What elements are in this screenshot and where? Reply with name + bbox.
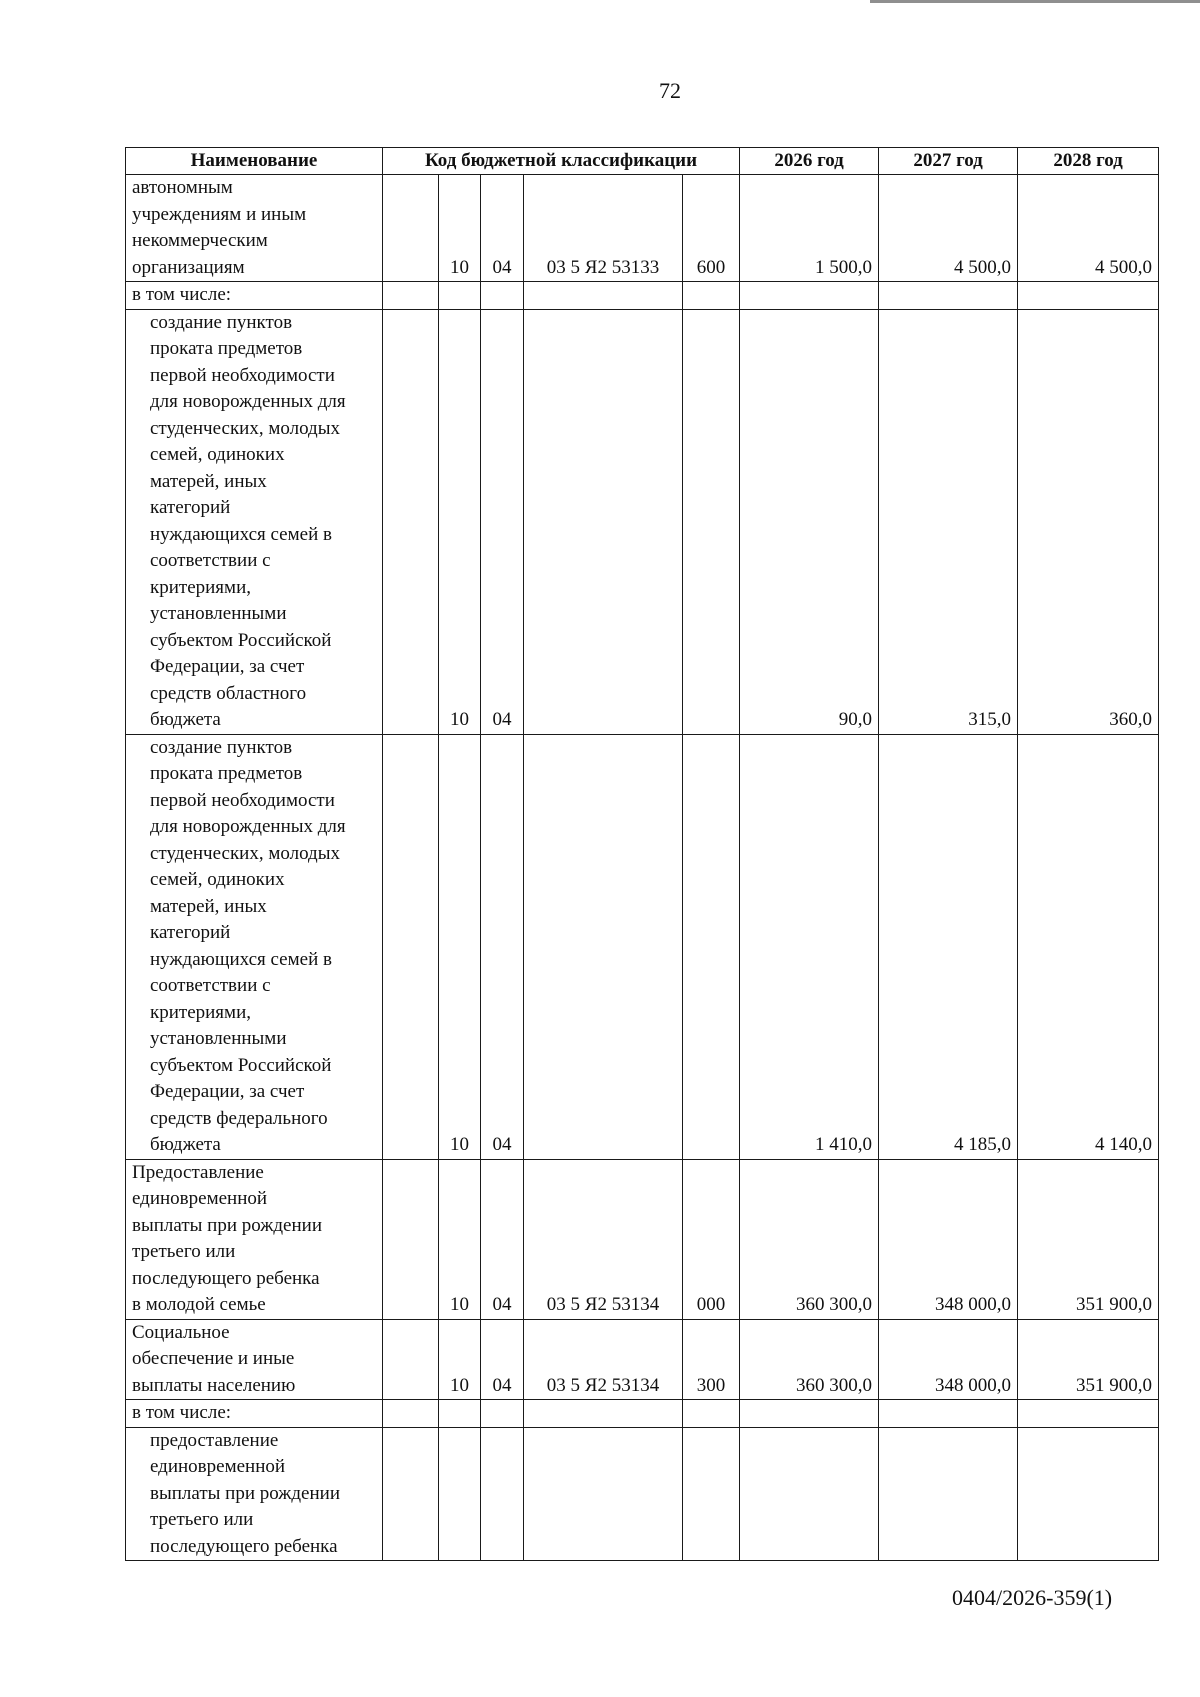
- row-name-line: Предоставление: [132, 1161, 264, 1183]
- row-name: [126, 1159, 383, 1319]
- value-2027: 4 185,0: [879, 734, 1018, 1159]
- row-name-line: проката предметов: [150, 763, 303, 784]
- code-section: [439, 1400, 481, 1428]
- code-subsection: 04: [481, 734, 524, 1159]
- code-subsection: [481, 1400, 524, 1428]
- row-name-line: соответствии с: [150, 550, 271, 571]
- row-name-line: средств областного: [150, 682, 307, 704]
- row-name-line: единовременной: [132, 1188, 268, 1209]
- value-2028: [1018, 1427, 1159, 1561]
- code-target-article: [524, 309, 683, 734]
- row-name-line: организациям: [132, 256, 245, 278]
- budget-table: [125, 147, 1159, 1561]
- row-name-line: Федерации, за счет: [150, 1081, 305, 1102]
- value-2026: 1 500,0: [740, 175, 879, 282]
- value-2027: 315,0: [879, 309, 1018, 734]
- row-name-line: для новорожденных для: [150, 391, 346, 412]
- value-2027: [879, 1400, 1018, 1428]
- table-header-row: [126, 148, 1159, 175]
- row-name-line: обеспечение и иные: [132, 1348, 295, 1369]
- value-2026: 1 410,0: [740, 734, 879, 1159]
- code-subsection: [481, 1427, 524, 1561]
- row-name-line: третьего или: [150, 1509, 254, 1530]
- row-name-line: некоммерческим: [132, 230, 268, 251]
- row-name-line: бюджета: [150, 1134, 221, 1155]
- code-expense-type: [683, 734, 740, 1159]
- header-2026: 2026 год: [740, 148, 879, 175]
- row-name: [126, 1400, 383, 1428]
- row-name-line: третьего или: [132, 1241, 236, 1262]
- header-code: Код бюджетной классификации: [383, 148, 740, 175]
- code-expense-type: 300: [683, 1319, 740, 1400]
- row-name: [126, 1427, 383, 1561]
- code-section: 10: [439, 1159, 481, 1319]
- code-subsection: 04: [481, 309, 524, 734]
- header-name: Наименование: [126, 148, 383, 175]
- code-blank: [383, 1400, 439, 1428]
- value-2028: 4 140,0: [1018, 734, 1159, 1159]
- row-name-line: учреждениям и иным: [132, 203, 307, 225]
- scan-edge-line: [870, 0, 1200, 3]
- row-name-line: бюджета: [150, 709, 221, 730]
- row-name-line: выплаты при рождении: [132, 1214, 322, 1236]
- code-expense-type: [683, 1400, 740, 1428]
- row-name-line: в молодой семье: [132, 1294, 266, 1315]
- row-name-line: средств федерального: [150, 1107, 328, 1129]
- value-2026: [740, 1400, 879, 1428]
- value-2027: [879, 1427, 1018, 1561]
- row-name-line: семей, одиноких: [150, 444, 285, 465]
- value-2026: [740, 1427, 879, 1561]
- value-2027: 348 000,0: [879, 1319, 1018, 1400]
- row-name-line: в том числе:: [132, 1402, 232, 1423]
- table-row: [126, 1427, 1159, 1561]
- code-blank: [383, 1427, 439, 1561]
- row-name-line: первой необходимости: [150, 789, 335, 811]
- row-name-line: критериями,: [150, 576, 251, 598]
- value-2028: 351 900,0: [1018, 1319, 1159, 1400]
- table-row: [126, 734, 1159, 1159]
- row-name-line: нуждающихся семей в: [150, 523, 332, 545]
- code-target-article: [524, 734, 683, 1159]
- row-name-line: выплаты при рождении: [150, 1482, 340, 1504]
- row-name-line: для новорожденных для: [150, 816, 346, 837]
- row-name-line: Социальное: [132, 1321, 230, 1343]
- code-target-article: [524, 1400, 683, 1428]
- code-target-article: 03 5 Я2 53134: [524, 1319, 683, 1400]
- row-name-line: семей, одиноких: [150, 869, 285, 890]
- row-name-line: студенческих, молодых: [150, 842, 340, 864]
- row-name-line: создание пунктов: [150, 311, 293, 333]
- code-blank: [383, 734, 439, 1159]
- row-name-line: первой необходимости: [150, 364, 335, 386]
- code-blank: [383, 1159, 439, 1319]
- code-subsection: 04: [481, 1319, 524, 1400]
- value-2028: [1018, 282, 1159, 310]
- code-blank: [383, 175, 439, 282]
- value-2027: 348 000,0: [879, 1159, 1018, 1319]
- code-blank: [383, 282, 439, 310]
- value-2026: [740, 282, 879, 310]
- row-name-line: критериями,: [150, 1001, 251, 1023]
- code-target-article: 03 5 Я2 53134: [524, 1159, 683, 1319]
- code-section: [439, 282, 481, 310]
- row-name-line: субъектом Российской: [150, 1054, 332, 1076]
- code-section: 10: [439, 175, 481, 282]
- row-name-line: автономным: [132, 177, 233, 198]
- code-blank: [383, 1319, 439, 1400]
- value-2028: 4 500,0: [1018, 175, 1159, 282]
- code-expense-type: 600: [683, 175, 740, 282]
- row-name-line: последующего ребенка: [150, 1535, 338, 1557]
- value-2026: 90,0: [740, 309, 879, 734]
- row-name-line: проката предметов: [150, 338, 303, 359]
- code-section: [439, 1427, 481, 1561]
- value-2028: 351 900,0: [1018, 1159, 1159, 1319]
- row-name-line: в том числе:: [132, 284, 232, 305]
- table-row: [126, 1319, 1159, 1400]
- value-2026: 360 300,0: [740, 1319, 879, 1400]
- row-name-line: единовременной: [150, 1456, 286, 1477]
- row-name: [126, 309, 383, 734]
- code-section: 10: [439, 734, 481, 1159]
- document-code: 0404/2026-359(1): [952, 1585, 1113, 1610]
- row-name: [126, 175, 383, 282]
- table-row: [126, 1159, 1159, 1319]
- value-2028: [1018, 1400, 1159, 1428]
- row-name-line: выплаты населению: [132, 1374, 296, 1396]
- row-name-line: категорий: [150, 497, 231, 518]
- row-name-line: предоставление: [150, 1429, 279, 1451]
- row-name-line: студенческих, молодых: [150, 417, 340, 439]
- code-subsection: [481, 282, 524, 310]
- row-name-line: последующего ребенка: [132, 1267, 320, 1289]
- row-name-line: Федерации, за счет: [150, 656, 305, 677]
- table-row: [126, 309, 1159, 734]
- code-section: 10: [439, 1319, 481, 1400]
- row-name-line: установленными: [150, 1028, 287, 1049]
- code-target-article: [524, 282, 683, 310]
- code-expense-type: [683, 309, 740, 734]
- table-row: [126, 282, 1159, 310]
- code-section: 10: [439, 309, 481, 734]
- value-2027: 4 500,0: [879, 175, 1018, 282]
- code-expense-type: [683, 282, 740, 310]
- value-2027: [879, 282, 1018, 310]
- code-subsection: 04: [481, 175, 524, 282]
- row-name-line: соответствии с: [150, 975, 271, 996]
- row-name-line: матерей, иных: [150, 895, 267, 917]
- code-expense-type: [683, 1427, 740, 1561]
- table-row: [126, 175, 1159, 282]
- table-row: [126, 1400, 1159, 1428]
- row-name-line: установленными: [150, 603, 287, 624]
- code-target-article: 03 5 Я2 53133: [524, 175, 683, 282]
- header-2027: 2027 год: [879, 148, 1018, 175]
- code-target-article: [524, 1427, 683, 1561]
- row-name-line: категорий: [150, 922, 231, 943]
- value-2028: 360,0: [1018, 309, 1159, 734]
- code-subsection: 04: [481, 1159, 524, 1319]
- page-number: 72: [659, 78, 681, 103]
- row-name-line: создание пунктов: [150, 736, 293, 758]
- row-name: [126, 1319, 383, 1400]
- row-name-line: субъектом Российской: [150, 629, 332, 651]
- row-name: [126, 734, 383, 1159]
- row-name-line: нуждающихся семей в: [150, 948, 332, 970]
- row-name-line: матерей, иных: [150, 470, 267, 492]
- header-2028: 2028 год: [1018, 148, 1159, 175]
- value-2026: 360 300,0: [740, 1159, 879, 1319]
- code-blank: [383, 309, 439, 734]
- code-expense-type: 000: [683, 1159, 740, 1319]
- row-name: [126, 282, 383, 310]
